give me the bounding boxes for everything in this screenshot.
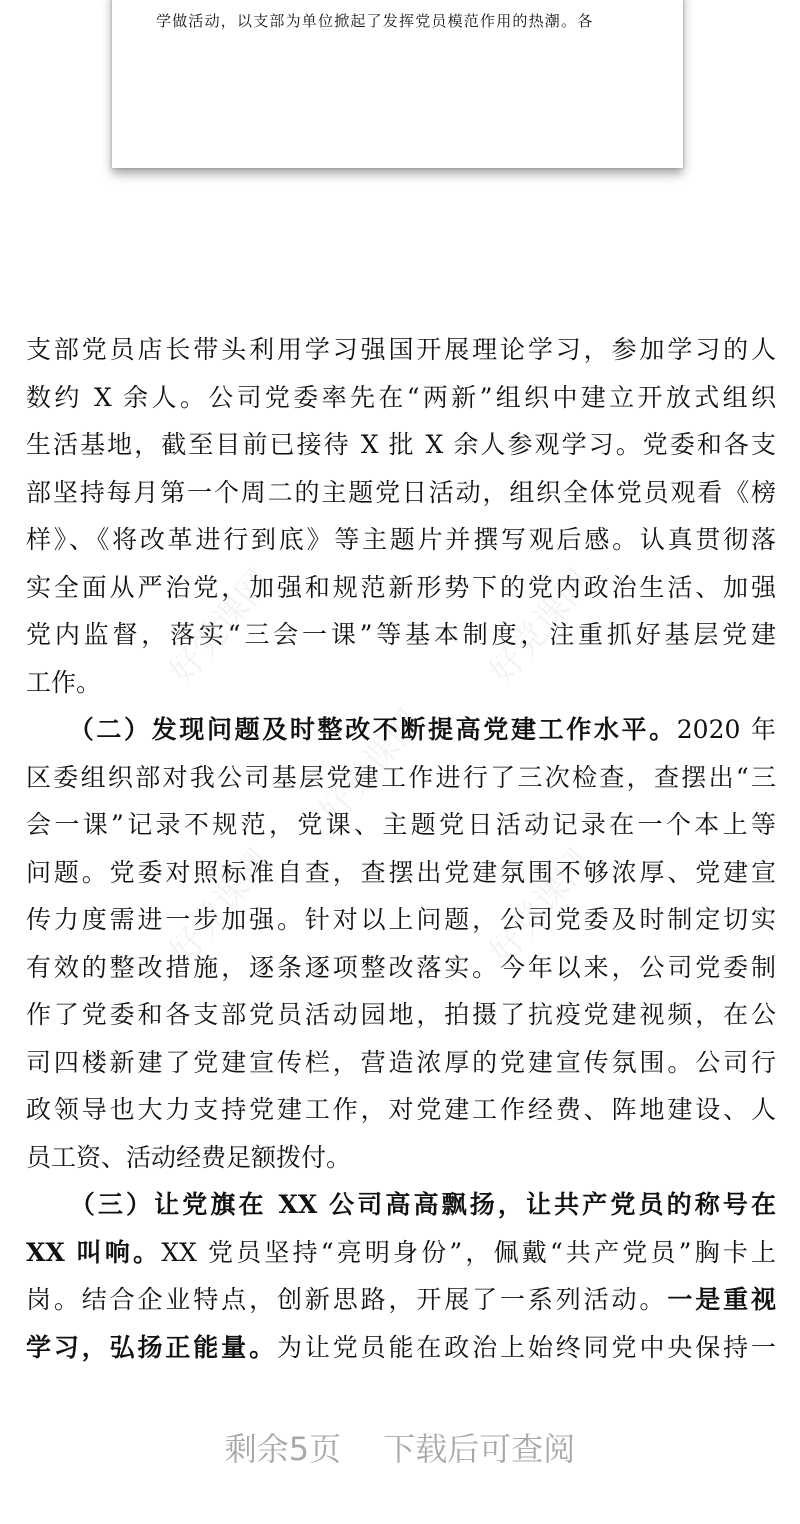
- bold-text-segment: XX 叫响。: [26, 1237, 162, 1267]
- text-line: [26, 469, 776, 517]
- text-line: [26, 896, 776, 944]
- bold-text-segment: 学习，弘扬正能量。: [26, 1332, 277, 1362]
- text-line: [26, 944, 776, 992]
- watermark: 好党课网: [161, 561, 280, 692]
- text-line: [26, 849, 776, 897]
- text-line: [26, 421, 776, 469]
- watermark: 好党课网: [161, 841, 280, 972]
- text-segment: 作了党委和各支部党员活动园地，拍摄了抗疫党建视频，在公: [26, 1000, 776, 1029]
- text-line: [26, 516, 776, 564]
- text-segment: 司四楼新建了党建宣传栏，营造浓厚的党建宣传氛围。公司行: [26, 1047, 776, 1077]
- text-line: [26, 1276, 776, 1324]
- text-line: [26, 706, 776, 754]
- document-body: [26, 326, 776, 1371]
- text-segment: 支部党员店长带头利用学习强国开展理论学习，参加学习的人: [26, 335, 776, 364]
- download-prompt[interactable]: [0, 1424, 800, 1470]
- text-segment: 有效的整改措施，逐条逐项整改落实。今年以来，公司党委制: [26, 952, 776, 982]
- preview-page-card: [112, 0, 683, 168]
- text-line: [26, 1039, 776, 1087]
- text-line: [26, 1134, 776, 1182]
- text-line: [26, 1181, 776, 1229]
- text-segment: 会一课”记录不规范，党课、主题党日活动记录在一个本上等: [26, 810, 776, 839]
- text-line: [26, 754, 776, 802]
- bold-text-segment: 一是重视: [667, 1285, 776, 1314]
- bold-text-segment: （三）让党旗在 XX 公司高高飘扬，让共产党员的称号在: [26, 1190, 776, 1219]
- text-segment: 样》、《将改革进行到底》等主题片并撰写观后感。认真贯彻落: [26, 525, 776, 554]
- text-segment: 员工资、活动经费足额拨付。: [26, 1142, 352, 1172]
- text-segment: 为让党员能在政治上始终同党中央保持一: [276, 1332, 776, 1362]
- text-segment: 工作。: [26, 667, 102, 697]
- text-segment: 党内监督，落实“三会一课”等基本制度，注重抓好基层党建: [26, 620, 776, 649]
- text-line: [26, 1086, 776, 1134]
- text-line: [26, 611, 776, 659]
- preview-card-text: 学做活动，以支部为单位掀起了发挥党员模范作用的热潮。各: [156, 12, 594, 30]
- text-segment: XX 党员坚持“亮明身份”，佩戴“共产党员”胸卡上: [161, 1237, 777, 1267]
- text-line: [26, 991, 776, 1039]
- text-segment: 政领导也大力支持党建工作，对党建工作经费、阵地建设、人: [26, 1095, 776, 1124]
- text-segment: 问题。党委对照标准自查，查摆出党建氛围不够浓厚、党建宣: [26, 857, 776, 887]
- bold-text-segment: （二）发现问题及时整改不断提高党建工作水平。: [26, 715, 677, 744]
- text-line: [26, 1229, 776, 1277]
- text-segment: 岗。结合企业特点，创新思路，开展了一系列活动。: [26, 1285, 668, 1314]
- watermark: 好党课网: [311, 701, 430, 832]
- text-segment: 部坚持每月第一个周二的主题党日活动，组织全体党员观看《榜: [26, 477, 776, 507]
- text-segment: 区委组织部对我公司基层党建工作进行了三次检查，查摆出“三: [26, 762, 776, 792]
- text-segment: 数约 X 余人。公司党委率先在“两新”组织中建立开放式组织: [26, 382, 776, 412]
- watermark: 好党课网: [481, 561, 600, 692]
- remaining-pages-label[interactable]: 剩余5页: [224, 1430, 342, 1468]
- text-segment: 生活基地，截至目前已接待 X 批 X 余人参观学习。党委和各支: [26, 430, 776, 459]
- text-line: [26, 801, 776, 849]
- download-to-read-label[interactable]: 下载后可查阅: [383, 1430, 576, 1468]
- text-segment: 2020 年: [676, 715, 776, 744]
- text-line: [26, 564, 776, 612]
- text-line: [26, 326, 776, 374]
- text-segment: 实全面从严治党，加强和规范新形势下的党内政治生活、加强: [26, 572, 776, 602]
- text-line: [26, 374, 776, 422]
- watermark: 好党课网: [481, 841, 600, 972]
- text-line: [26, 659, 776, 707]
- text-line: [26, 1324, 776, 1372]
- text-segment: 传力度需进一步加强。针对以上问题，公司党委及时制定切实: [26, 905, 776, 934]
